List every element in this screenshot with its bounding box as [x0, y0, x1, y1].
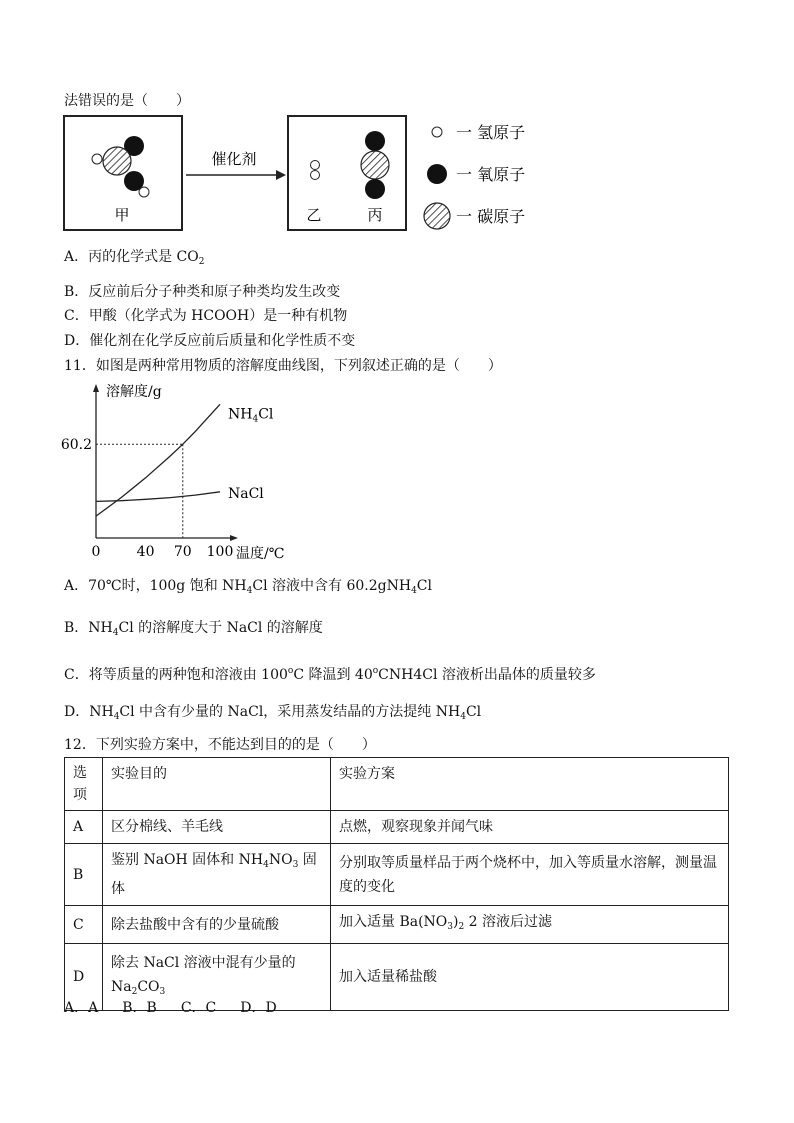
y-tick-label: 60.2: [60, 437, 92, 454]
x-tick-label: 100: [206, 544, 234, 560]
table-row: [65, 906, 729, 944]
answer-c: C．C: [180, 1000, 217, 1016]
row-option: B: [65, 844, 103, 906]
oxygen-atom: [365, 179, 385, 199]
q10-option-a: A．丙的化学式是 $CO_2$: [64, 249, 205, 267]
q11-option-b: B．$NH_4Cl$ 的溶解度大于 NaCl 的溶解度: [64, 620, 323, 638]
row-goal: 鉴别 NaOH 固体和 $NH_4NO_3$ 固体: [103, 844, 331, 906]
x-tick-label: 0: [91, 544, 101, 560]
q10-option-d: D．催化剂在化学反应前后质量和化学性质不变: [64, 333, 356, 349]
answer-d: D．D: [240, 1000, 277, 1016]
legend-oxygen-label: 一 氧原子: [456, 165, 526, 184]
x-tick-label: 70: [173, 544, 192, 560]
nacl-curve: [96, 492, 220, 502]
reaction-diagram: [60, 112, 560, 236]
nacl-label: NaCl: [228, 485, 264, 502]
product-label-bing: 丙: [367, 206, 383, 224]
legend-hydrogen-label: 一 氢原子: [456, 123, 526, 142]
oxygen-atom: [365, 131, 385, 151]
nh4cl-label: $NH_4Cl$: [228, 406, 274, 425]
header-plan: 实验方案: [331, 758, 729, 811]
x-axis-arrow-icon: [230, 535, 238, 541]
row-plan: 加入适量 $Ba(NO_3)_2$ 2 溶液后过滤: [331, 906, 729, 944]
hydrogen-atom: [92, 154, 102, 164]
q12-answer-options: [64, 999, 301, 1017]
hydrogen-atom: [311, 171, 320, 180]
table-row: [65, 844, 729, 906]
q11-option-d: D．$NH_4Cl$ 中含有少量的 NaCl，采用蒸发结晶的方法提纯 $NH_4Cl$: [64, 704, 482, 722]
legend-carbon-icon: [424, 203, 450, 229]
hydrogen-atom: [311, 161, 320, 170]
q10-option-c: C．甲酸（化学式为 HCOOH）是一种有机物: [64, 308, 348, 324]
answer-b: B．B: [122, 1000, 157, 1016]
q11-stem: 11．如图是两种常用物质的溶解度曲线图，下列叙述正确的是（ ）: [64, 358, 502, 374]
row-plan: 分别取等质量样品于两个烧杯中，加入等质量水溶解，测量温度的变化: [331, 844, 729, 906]
carbon-atom: [103, 147, 131, 175]
row-option: A: [65, 811, 103, 844]
header-option: 选项: [65, 758, 103, 811]
y-axis-label: 溶解度/g: [106, 384, 162, 400]
arrow-label: 催化剂: [211, 150, 257, 168]
q10-stem-tail: 法错误的是（ ）: [64, 93, 190, 109]
x-axis-label: 温度/℃: [236, 546, 285, 562]
legend-carbon-label: 一 碳原子: [456, 207, 526, 226]
reactant-label: 甲: [114, 206, 130, 224]
row-goal: 区分棉线、羊毛线: [103, 811, 331, 844]
table-row: [65, 811, 729, 844]
header-goal: 实验目的: [103, 758, 331, 811]
row-goal: 除去盐酸中含有的少量硫酸: [103, 906, 331, 944]
solubility-chart: [60, 378, 310, 568]
table-header-row: [65, 758, 729, 811]
row-option: C: [65, 906, 103, 944]
row-plan: 加入适量稀盐酸: [331, 944, 729, 1011]
q11-option-a: A．70℃时，100g 饱和 $NH_4Cl$ 溶液中含有 60.2gNH$_4$Cl: [64, 578, 432, 596]
q11-option-c: C．将等质量的两种饱和溶液由 100$^o$C 降温到 40$^o$CNH4Cl 溶液析出晶体的质量较多: [64, 666, 596, 683]
product-label-yi: 乙: [306, 206, 322, 224]
answer-a: A．A: [64, 1000, 99, 1016]
y-axis-arrow-icon: [93, 384, 99, 392]
q12-stem: 12．下列实验方案中，不能达到目的的是（ ）: [64, 737, 376, 753]
carbon-atom: [361, 151, 389, 179]
legend-hydrogen-icon: [432, 127, 442, 137]
q10-option-b: B．反应前后分子种类和原子种类均发生改变: [64, 284, 341, 300]
experiment-table: [64, 757, 729, 1011]
row-goal: 除去 NaCl 溶液中混有少量的 $Na_2CO_3$: [103, 944, 331, 1011]
row-plan: 点燃，观察现象并闻气味: [331, 811, 729, 844]
hydrogen-atom: [139, 187, 149, 197]
legend-oxygen-icon: [427, 164, 447, 184]
x-tick-label: 40: [136, 544, 155, 560]
nh4cl-curve: [96, 404, 220, 516]
row-option: D: [65, 944, 103, 1011]
arrow-head-icon: [276, 170, 286, 180]
